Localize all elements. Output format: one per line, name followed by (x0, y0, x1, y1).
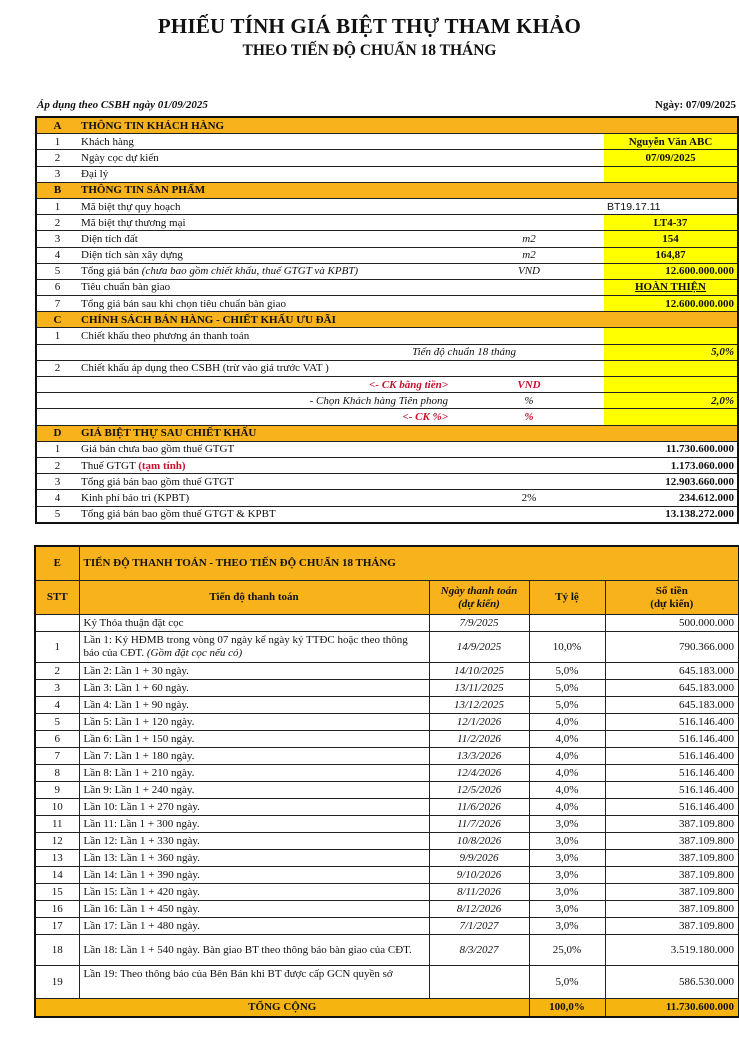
cell-ratio: 4,0% (529, 782, 605, 799)
cell-ratio: 3,0% (529, 833, 605, 850)
cell-date: 9/10/2026 (429, 867, 529, 884)
schedule-rows (35, 663, 739, 935)
row-number: 7 (36, 296, 78, 312)
cell-amount: 586.530.000 (605, 966, 739, 999)
cell-schedule: Lần 19: Theo thông báo của Bên Bán khi BT được cấp GCN quyền sở (79, 966, 429, 999)
agency-field[interactable] (604, 166, 738, 182)
row-label: Chiết khấu theo phương án thanh toán (78, 328, 454, 344)
cell-schedule: Ký Thỏa thuận đặt cọc (79, 615, 429, 632)
cell-schedule: Lần 13: Lần 1 + 360 ngày. (79, 850, 429, 867)
cell-ratio: 3,0% (529, 884, 605, 901)
section-a-header (36, 117, 738, 134)
row-label: Chiết khấu áp dụng theo CSBH (trừ vào giá trước VAT ) (78, 360, 454, 376)
cell-schedule: Lần 16: Lần 1 + 450 ngày. (79, 901, 429, 918)
table-row (35, 901, 739, 918)
row-unit (454, 166, 604, 182)
cell-schedule: Lần 8: Lần 1 + 210 ngày. (79, 765, 429, 782)
row-label: Tổng giá bán bao gồm thuế GTGT & KPBT (78, 506, 454, 523)
cell-date: 13/3/2026 (429, 748, 529, 765)
cell-schedule: Lần 12: Lần 1 + 330 ngày. (79, 833, 429, 850)
label-text: Thuế GTGT (81, 459, 136, 472)
cell-amount: 387.109.800 (605, 816, 739, 833)
cell-amount: 516.146.400 (605, 782, 739, 799)
table-row (36, 231, 738, 247)
commercial-code-field[interactable]: LT4-37 (604, 215, 738, 231)
row-label: Kinh phí bảo trì (KPBT) (78, 490, 454, 506)
table-row (35, 918, 739, 935)
cell-amount: 387.109.800 (605, 850, 739, 867)
percent-discount-label: <- CK %> (78, 409, 454, 425)
cell-stt: 5 (35, 714, 79, 731)
cell-date: 8/12/2026 (429, 901, 529, 918)
cell-amount: 387.109.800 (605, 833, 739, 850)
cell-ratio: 5,0% (529, 697, 605, 714)
row-unit (454, 134, 604, 150)
row-unit (454, 296, 604, 312)
row-number: 5 (36, 506, 78, 523)
section-title: THÔNG TIN SẢN PHẨM (78, 182, 738, 198)
cell-ratio: 4,0% (529, 714, 605, 731)
row-number: 3 (36, 231, 78, 247)
table-row (36, 409, 738, 425)
cell-amount: 500.000.000 (605, 615, 739, 632)
cell-ratio: 5,0% (529, 966, 605, 999)
table-row (36, 377, 738, 393)
row-number: 1 (36, 134, 78, 150)
section-code: B (36, 182, 78, 198)
header-line: (dự kiến) (458, 597, 500, 610)
section-title: THÔNG TIN KHÁCH HÀNG (78, 117, 738, 134)
section-b-header (36, 182, 738, 198)
header-line: Ngày thanh toán (440, 584, 518, 597)
cell-amount: 387.109.800 (605, 918, 739, 935)
cell-date: 13/12/2025 (429, 697, 529, 714)
cell-stt: 14 (35, 867, 79, 884)
table-row (35, 714, 739, 731)
section-title: GIÁ BIỆT THỰ SAU CHIẾT KHẤU (78, 425, 738, 441)
row-number: 3 (36, 166, 78, 182)
planning-code-value: BT19.17.11 (604, 198, 738, 214)
cell-ratio: 5,0% (529, 663, 605, 680)
cell-ratio: 4,0% (529, 748, 605, 765)
row-number (36, 344, 78, 360)
row-number: 3 (36, 474, 78, 490)
cell-schedule: Lần 15: Lần 1 + 420 ngày. (79, 884, 429, 901)
section-d-header (36, 425, 738, 441)
cell-schedule: Lần 4: Lần 1 + 90 ngày. (79, 697, 429, 714)
cell-amount: 645.183.000 (605, 697, 739, 714)
total-amount: 11.730.600.000 (605, 999, 739, 1018)
header-line: Số tiền (655, 584, 688, 597)
cell-amount: 387.109.800 (605, 867, 739, 884)
cell-ratio: 4,0% (529, 731, 605, 748)
empty-cell (604, 360, 738, 376)
section-code: A (36, 117, 78, 134)
table-row (35, 833, 739, 850)
row-label: Diện tích đất (78, 231, 454, 247)
header-line: (dự kiến) (650, 597, 694, 610)
section-code: D (36, 425, 78, 441)
cell-stt: 7 (35, 748, 79, 765)
row-number: 2 (36, 150, 78, 166)
row-unit (454, 441, 604, 457)
table-row (36, 296, 738, 312)
table-row (36, 506, 738, 523)
row-label: Diện tích sàn xây dựng (78, 247, 454, 263)
cell-amount: 516.146.400 (605, 714, 739, 731)
cell-stt: 16 (35, 901, 79, 918)
cell-date: 12/5/2026 (429, 782, 529, 799)
table-row (36, 328, 738, 344)
total-label: TỔNG CỘNG (35, 999, 529, 1018)
schedule-note: (Gồm đặt cọc nếu có) (146, 647, 243, 659)
table-row (36, 198, 738, 214)
price-with-vat-value: 12.903.660.000 (604, 474, 738, 490)
cell-date: 7/1/2027 (429, 918, 529, 935)
payment-schedule-table (34, 545, 739, 1018)
row-label: Mã biệt thự thương mại (78, 215, 454, 231)
table-row-deposit (35, 615, 739, 632)
table-row (36, 441, 738, 457)
row-number: 1 (36, 441, 78, 457)
table-row (35, 816, 739, 833)
cell-amount: 387.109.800 (605, 901, 739, 918)
empty-cell (604, 328, 738, 344)
row-label (78, 263, 454, 279)
row-unit: VND (454, 377, 604, 393)
cell-schedule: Lần 11: Lần 1 + 300 ngày. (79, 816, 429, 833)
row-label: Tổng giá bán sau khi chọn tiêu chuẩn bàn giao (78, 296, 454, 312)
price-after-standard-value: 12.600.000.000 (604, 296, 738, 312)
table-row (35, 782, 739, 799)
row-label: Đại lý (78, 166, 454, 182)
cell-date: 11/7/2026 (429, 816, 529, 833)
row-label: Ngày cọc dự kiến (78, 150, 454, 166)
section-e-header (35, 546, 739, 581)
section-code: C (36, 312, 78, 328)
cell-stt: 10 (35, 799, 79, 816)
cell-date: 12/1/2026 (429, 714, 529, 731)
row-label: Tổng giá bán bao gồm thuế GTGT (78, 474, 454, 490)
cell-stt: 18 (35, 935, 79, 966)
row-number (36, 393, 78, 409)
table-row (35, 731, 739, 748)
table-row (36, 263, 738, 279)
cell-schedule: Lần 18: Lần 1 + 540 ngày. Bàn giao BT theo thông báo bàn giao của CĐT. (79, 935, 429, 966)
cell-schedule: Lần 17: Lần 1 + 480 ngày. (79, 918, 429, 935)
cell-schedule: Lần 3: Lần 1 + 60 ngày. (79, 680, 429, 697)
table-row (36, 393, 738, 409)
cell-amount: 516.146.400 (605, 731, 739, 748)
cell-stt: 13 (35, 850, 79, 867)
cell-amount: 387.109.800 (605, 884, 739, 901)
cell-amount: 790.366.000 (605, 632, 739, 663)
cell-date: 8/3/2027 (429, 935, 529, 966)
cell-stt: 2 (35, 663, 79, 680)
floor-area-field[interactable]: 164,87 (604, 247, 738, 263)
cell-schedule: Lần 2: Lần 1 + 30 ngày. (79, 663, 429, 680)
policy-note: Áp dụng theo CSBH ngày 01/09/2025 (37, 99, 208, 111)
cell-date: 9/9/2026 (429, 850, 529, 867)
row-unit (454, 198, 604, 214)
table-row (35, 748, 739, 765)
table-row (35, 663, 739, 680)
cell-schedule: Lần 10: Lần 1 + 270 ngày. (79, 799, 429, 816)
column-headers (35, 581, 739, 615)
row-label (78, 457, 454, 473)
row-number (36, 377, 78, 393)
table-row (35, 884, 739, 901)
row-unit: % (454, 393, 604, 409)
row-number: 2 (36, 215, 78, 231)
section-title: CHÍNH SÁCH BÁN HÀNG - CHIẾT KHẤU ƯU ĐÃI (78, 312, 738, 328)
table-row (36, 344, 738, 360)
section-title: TIẾN ĐỘ THANH TOÁN - THEO TIẾN ĐỘ CHUẨN 18 THÁNG (79, 546, 739, 581)
cell-amount: 645.183.000 (605, 663, 739, 680)
table-row (36, 150, 738, 166)
table-row (36, 279, 738, 295)
total-price-field[interactable]: 12.600.000.000 (604, 263, 738, 279)
table-row (36, 134, 738, 150)
cell-amount: 516.146.400 (605, 765, 739, 782)
row-label: Mã biệt thự quy hoạch (78, 198, 454, 214)
cell-stt: 11 (35, 816, 79, 833)
cell-stt: 17 (35, 918, 79, 935)
cell-date: 12/4/2026 (429, 765, 529, 782)
row-label: Khách hàng (78, 134, 454, 150)
price-summary-table (35, 116, 739, 524)
cell-amount: 516.146.400 (605, 799, 739, 816)
table-row (35, 765, 739, 782)
cell-date: 11/2/2026 (429, 731, 529, 748)
table-row (36, 166, 738, 182)
grand-total-value: 13.138.272.000 (604, 506, 738, 523)
customer-name-field[interactable]: Nguyễn Văn ABC (604, 134, 738, 150)
row-number: 4 (36, 247, 78, 263)
table-row (36, 360, 738, 376)
cell-date: 7/9/2025 (429, 615, 529, 632)
total-row (35, 999, 739, 1018)
land-area-field[interactable]: 154 (604, 231, 738, 247)
cell-schedule: Lần 14: Lần 1 + 390 ngày. (79, 867, 429, 884)
row-unit (454, 360, 604, 376)
cell-stt: 12 (35, 833, 79, 850)
table-row (35, 966, 739, 999)
cell-ratio: 4,0% (529, 765, 605, 782)
provisional-note: (tạm tính) (138, 459, 186, 472)
cell-ratio: 3,0% (529, 850, 605, 867)
deposit-date-field[interactable]: 07/09/2025 (604, 150, 738, 166)
table-row (36, 474, 738, 490)
maintenance-fee-value: 234.612.000 (604, 490, 738, 506)
column-header-amount (605, 581, 739, 615)
row-unit (454, 150, 604, 166)
table-row (35, 867, 739, 884)
cell-date: 10/8/2026 (429, 833, 529, 850)
cell-amount: 645.183.000 (605, 680, 739, 697)
row-unit (454, 279, 604, 295)
schedule-text: Lần 1: Ký HĐMB trong vòng 07 ngày kể ngày ký TTĐC hoặc theo thông báo của CĐT. (83, 634, 408, 659)
table-row (35, 632, 739, 663)
row-unit: 2% (454, 490, 604, 506)
cell-stt: 19 (35, 966, 79, 999)
column-header-schedule: Tiến độ thanh toán (79, 581, 429, 615)
row-label: Tiêu chuẩn bàn giao (78, 279, 454, 295)
column-header-date (429, 581, 529, 615)
cell-date: 11/6/2026 (429, 799, 529, 816)
vat-value: 1.173.060.000 (604, 457, 738, 473)
cell-ratio: 5,0% (529, 680, 605, 697)
document-subtitle: THEO TIẾN ĐỘ CHUẨN 18 THÁNG (242, 42, 497, 59)
row-label: Giá bán chưa bao gồm thuế GTGT (78, 441, 454, 457)
row-unit: VND (454, 263, 604, 279)
cell-ratio: 3,0% (529, 816, 605, 833)
row-unit: % (454, 409, 604, 425)
cell-stt: 4 (35, 697, 79, 714)
cell-date: 14/9/2025 (429, 632, 529, 663)
table-row (35, 697, 739, 714)
table-row (36, 215, 738, 231)
payment-plan-discount-field[interactable]: 5,0% (604, 344, 738, 360)
column-header-stt: STT (35, 581, 79, 615)
cell-amount: 3.519.180.000 (605, 935, 739, 966)
document-date: Ngày: 07/09/2025 (655, 99, 736, 111)
table-row (35, 935, 739, 966)
row-number: 1 (36, 328, 78, 344)
cell-ratio (529, 615, 605, 632)
row-number: 2 (36, 360, 78, 376)
row-number: 4 (36, 490, 78, 506)
cell-schedule: Lần 6: Lần 1 + 150 ngày. (79, 731, 429, 748)
cell-stt: 15 (35, 884, 79, 901)
cell-ratio: 3,0% (529, 867, 605, 884)
cell-stt: 1 (35, 632, 79, 663)
label-text: Tổng giá bán (81, 265, 140, 278)
document-title: PHIẾU TÍNH GIÁ BIỆT THỰ THAM KHẢO (157, 14, 582, 38)
column-header-ratio: Tỷ lệ (529, 581, 605, 615)
cell-schedule: Lần 7: Lần 1 + 180 ngày. (79, 748, 429, 765)
cell-stt: 9 (35, 782, 79, 799)
cash-discount-label: <- CK bằng tiền> (78, 377, 454, 393)
cell-ratio: 4,0% (529, 799, 605, 816)
cell-stt: 3 (35, 680, 79, 697)
handover-standard-dropdown[interactable]: HOÀN THIỆN (604, 279, 738, 295)
row-unit: m2 (454, 231, 604, 247)
table-row (36, 490, 738, 506)
row-number: 1 (36, 198, 78, 214)
price-before-vat-value: 11.730.600.000 (604, 441, 738, 457)
cell-stt: 6 (35, 731, 79, 748)
row-number: 2 (36, 457, 78, 473)
label-note: (chưa bao gồm chiết khấu, thuế GTGT và KPBT) (141, 265, 359, 278)
pioneer-discount-field[interactable]: 2,0% (604, 393, 738, 409)
payment-plan-label: Tiến độ chuẩn 18 tháng (78, 344, 604, 360)
cell-ratio: 3,0% (529, 901, 605, 918)
cell-schedule: Lần 5: Lần 1 + 120 ngày. (79, 714, 429, 731)
percent-discount-field[interactable] (604, 409, 738, 425)
cell-schedule (79, 632, 429, 663)
row-unit (454, 215, 604, 231)
section-code: E (35, 546, 79, 581)
row-unit: m2 (454, 247, 604, 263)
cell-date (429, 966, 529, 999)
table-row (35, 850, 739, 867)
table-row (36, 247, 738, 263)
cell-date: 14/10/2025 (429, 663, 529, 680)
cell-ratio: 10,0% (529, 632, 605, 663)
cell-ratio: 25,0% (529, 935, 605, 966)
table-row (35, 799, 739, 816)
cell-date: 8/11/2026 (429, 884, 529, 901)
table-row (36, 457, 738, 473)
row-number (36, 409, 78, 425)
total-ratio: 100,0% (529, 999, 605, 1018)
row-unit (454, 474, 604, 490)
row-unit (454, 328, 604, 344)
cash-discount-field[interactable] (604, 377, 738, 393)
cell-stt: 8 (35, 765, 79, 782)
row-number: 5 (36, 263, 78, 279)
cell-schedule: Lần 9: Lần 1 + 240 ngày. (79, 782, 429, 799)
cell-date: 13/11/2025 (429, 680, 529, 697)
section-c-header (36, 312, 738, 328)
row-unit (454, 457, 604, 473)
row-unit (454, 506, 604, 523)
row-number: 6 (36, 279, 78, 295)
cell-amount: 516.146.400 (605, 748, 739, 765)
cell-stt (35, 615, 79, 632)
table-row (35, 680, 739, 697)
cell-ratio: 3,0% (529, 918, 605, 935)
pioneer-customer-label: - Chọn Khách hàng Tiên phong (78, 393, 454, 409)
